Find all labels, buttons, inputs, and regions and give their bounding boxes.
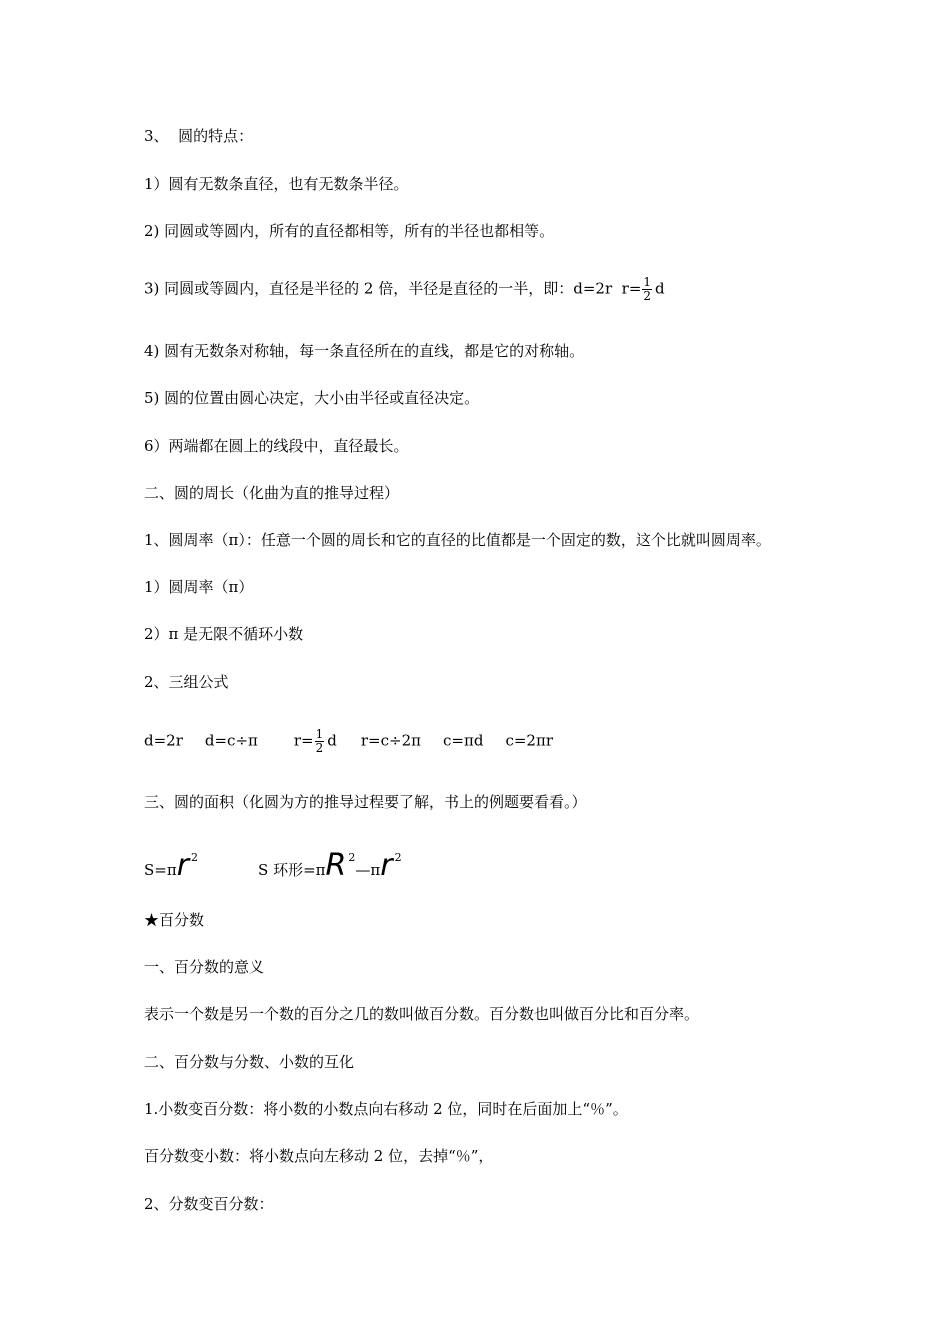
fraction-numerator: 1 xyxy=(643,275,652,289)
text-line: 1）圆有无数条直径，也有无数条半径。 xyxy=(144,175,409,193)
text-line: 1.小数变百分数：将小数的小数点向右移动 2 位，同时在后面加上“％”。 xyxy=(144,1100,628,1118)
text-segment: 3) 同圆或等圆内，直径是半径的 2 倍，半径是直径的一半，即：d=2r r= xyxy=(144,279,642,298)
formula-diameter-from-circumference: d=c÷π xyxy=(204,731,258,750)
formula-radius-from-circumference: r=c÷2π xyxy=(360,731,422,750)
minus-pi: —π xyxy=(355,861,381,879)
text-line: 1）圆周率（π） xyxy=(144,578,254,596)
text-line: 2、分数变百分数： xyxy=(144,1195,274,1213)
formula-diameter: d=2r xyxy=(144,731,183,750)
formula-circumference-radius: c=2πr xyxy=(505,731,553,750)
text-line: 表示一个数是另一个数的百分之几的数叫做百分数。百分数也叫做百分比和百分率。 xyxy=(144,1005,700,1023)
exponent-two: 2 xyxy=(191,851,199,864)
text-line: 2) 同圆或等圆内，所有的直径都相等，所有的半径也都相等。 xyxy=(144,222,555,240)
text-line: 2）π 是无限不循环小数 xyxy=(144,625,304,643)
text-segment: d xyxy=(655,279,665,298)
section-heading-circumference: 二、圆的周长（化曲为直的推导过程） xyxy=(144,484,400,502)
fraction-denominator: 2 xyxy=(315,741,324,755)
section-heading-area: 三、圆的面积（化圆为方的推导过程要了解，书上的例题要看看。） xyxy=(144,793,587,811)
outer-radius-symbol: R xyxy=(325,848,347,883)
area-formula-row xyxy=(144,846,402,886)
radius-symbol: r xyxy=(176,848,190,883)
text-line-with-fraction xyxy=(144,276,665,303)
formula-circumference-diameter: c=πd xyxy=(443,731,484,750)
fraction-one-half xyxy=(642,276,652,303)
formula-row xyxy=(144,728,553,755)
section-heading-conversion: 二、百分数与分数、小数的互化 xyxy=(144,1053,355,1071)
text-line: 百分数变小数：将小数点向左移动 2 位，去掉“％”， xyxy=(144,1147,494,1165)
exponent-two: 2 xyxy=(348,851,356,864)
formula-radius-d: d xyxy=(327,731,337,750)
text-line: 5) 圆的位置由圆心决定，大小由半径或直径决定。 xyxy=(144,389,480,407)
text-line: 1、圆周率（π）：任意一个圆的周长和它的直径的比值都是一个固定的数，这个比就叫圆周率。 xyxy=(144,531,771,549)
ring-area-label: S 环形=π xyxy=(258,861,326,879)
fraction-numerator: 1 xyxy=(315,727,324,741)
inner-radius-symbol: r xyxy=(380,848,393,883)
formula-radius-half: r= xyxy=(293,731,314,750)
section-heading-circle-features: 3、 圆的特点： xyxy=(144,127,254,145)
section-heading-percent: ★百分数 xyxy=(144,911,205,929)
section-heading-formulas: 2、三组公式 xyxy=(144,673,229,691)
text-line: 4) 圆有无数条对称轴，每一条直径所在的直线，都是它的对称轴。 xyxy=(144,342,585,360)
fraction-one-half xyxy=(315,728,325,755)
section-heading-percent-meaning: 一、百分数的意义 xyxy=(144,958,265,976)
area-formula-label: S=π xyxy=(144,861,177,879)
fraction-denominator: 2 xyxy=(643,289,652,303)
exponent-two: 2 xyxy=(394,851,402,864)
text-line: 6）两端都在圆上的线段中，直径最长。 xyxy=(144,437,409,455)
